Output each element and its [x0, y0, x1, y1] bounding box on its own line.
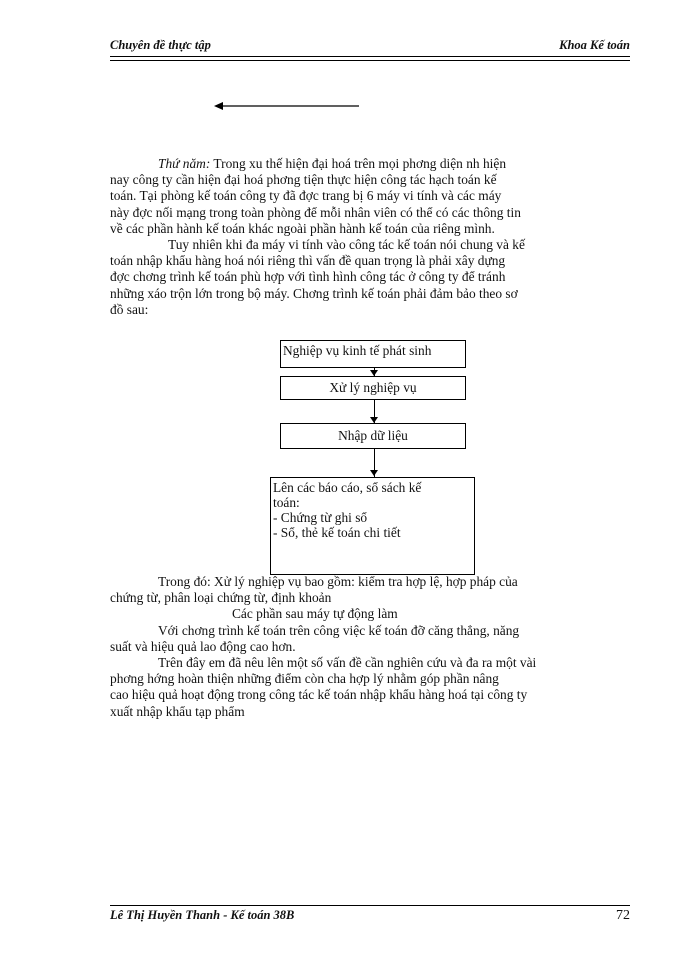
text-line: phơng hớng hoàn thiện những điểm còn cha hợp lý nhằm góp phần nâng: [110, 671, 499, 687]
text-line: này đợc nối mạng trong toàn phòng để mỗi nhân viên có thể có các thông tin: [110, 204, 521, 220]
report-line: - Chứng từ ghi sổ: [273, 510, 368, 525]
text-line: đợc chơng trình kế toán phù hợp với tình hình công tác ở công ty để tránh: [110, 269, 506, 285]
text-line: về các phần hành kế toán khác ngoài phần hành kế toán của riêng mình.: [110, 220, 495, 236]
footer-author: Lê Thị Huyền Thanh - Kế toán 38B: [110, 908, 295, 922]
paragraph-4: Với chơng trình kế toán trên công việc kế toán đỡ căng thẳng, năng: [158, 622, 520, 638]
text-line: nay công ty cần hiện đại hoá phơng tiện thực hiện công tác hạch toán kế: [110, 172, 497, 188]
text-line: toán. Tại phòng kế toán công ty đã đợc trang bị 6 máy vi tính và các máy: [110, 188, 502, 204]
paragraph-1: Thứ năm: Trong xu thế hiện đại hoá trên mọi phơng diện nh hiện: [158, 156, 507, 171]
report-line: - Sổ, thẻ kế toán chi tiết: [273, 525, 401, 540]
report-line: toán:: [273, 495, 300, 510]
text-line: những xáo trộn lớn trong bộ máy. Chơng trình kế toán phải đảm bảo theo sơ: [110, 285, 518, 301]
flow-box-process: Xử lý nghiệp vụ: [280, 376, 466, 400]
text-line: đồ sau:: [110, 301, 149, 317]
flow-box-reports: [270, 477, 475, 575]
paragraph-2: Tuy nhiên khi đa máy vi tính vào công tác kế toán nói chung và kế: [168, 237, 525, 253]
flow-arrowheads: [369, 370, 379, 478]
header-divider: [110, 60, 630, 61]
text-line: suất và hiệu quả lao động cao hơn.: [110, 638, 296, 654]
paragraph-1-lead: Thứ năm:: [158, 156, 211, 171]
text-line: chứng từ, phân loại chứng từ, định khoản: [110, 590, 332, 606]
flow-box-data-entry: Nhập dữ liệu: [280, 423, 466, 449]
header-right: Khoa Kế toán: [559, 38, 630, 52]
left-arrow-icon: [214, 100, 359, 112]
paragraph-block-top: [110, 156, 632, 318]
report-line: Lên các báo cáo, sổ sách kế: [273, 480, 422, 495]
paragraph-3: Trong đó: Xử lý nghiệp vụ bao gồm: kiểm tra hợp lệ, hợp pháp của: [158, 574, 518, 589]
page-number: 72: [616, 908, 630, 923]
page-footer: [110, 905, 630, 924]
text-line: xuất nhập khẩu tạp phẩm: [110, 703, 245, 719]
flow-box-economic-event: Nghiệp vụ kinh tế phát sinh: [280, 340, 466, 368]
header-left: Chuyên đề thực tập: [110, 38, 211, 52]
paragraph-5: Trên đây em đã nêu lên một số vấn đề cần nghiên cứu và đa ra một vài: [158, 655, 537, 671]
paragraph-block-bottom: [110, 574, 632, 720]
text-line: toán nhập khẩu hàng hoá nói riêng thì vấn đề quan trọng là phải xây dựng: [110, 253, 506, 269]
page-header: [110, 38, 630, 57]
text-line: cao hiệu quả hoạt động trong công tác kế toán nhập khẩu hàng hoá tại công ty: [110, 687, 528, 703]
text-line: Các phần sau máy tự động làm: [232, 606, 398, 622]
